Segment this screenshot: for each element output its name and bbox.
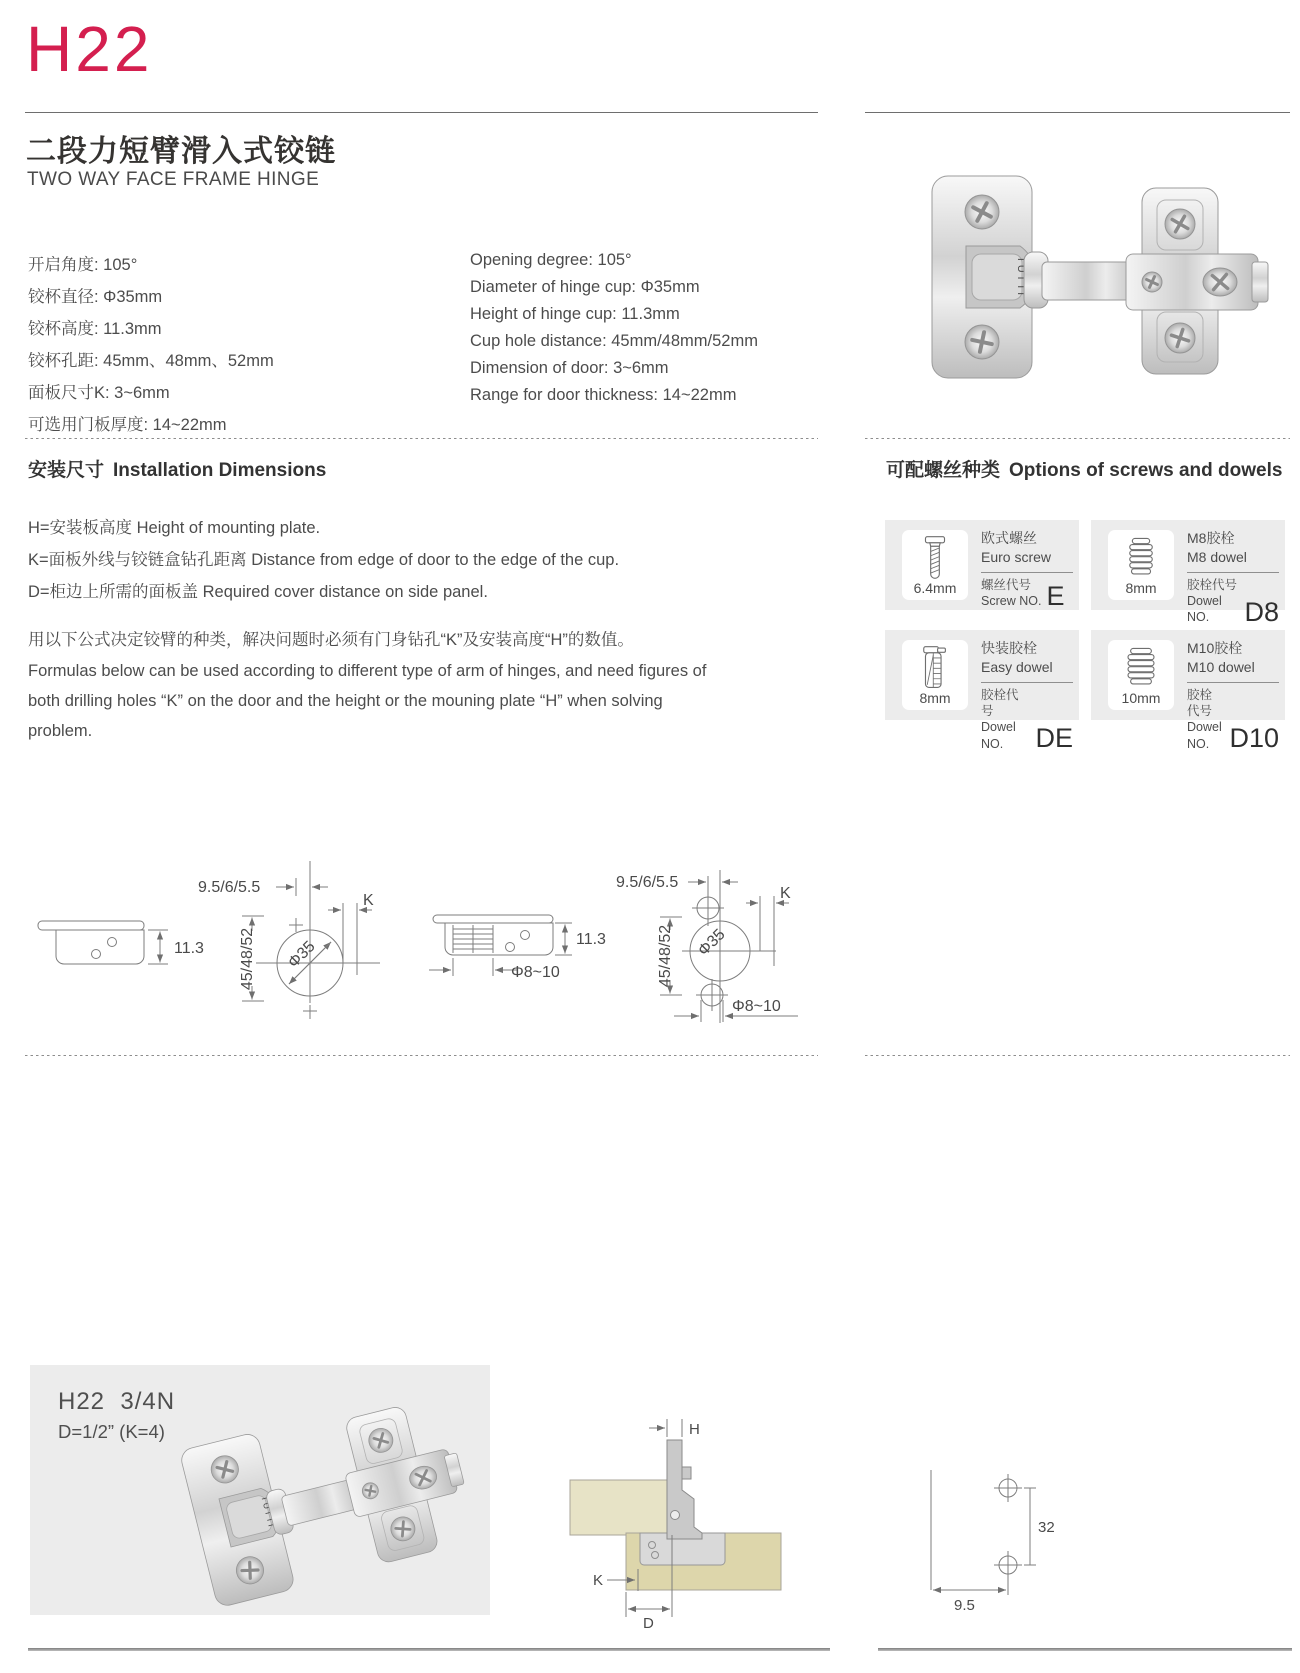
k-dimension-label: K <box>363 892 374 909</box>
d-dimension-label: D <box>643 1615 654 1631</box>
h-dimension-label: H <box>689 1421 700 1438</box>
edge-offsets-label: 9.5/6/5.5 <box>198 879 261 896</box>
screw-option-icon-area <box>902 530 968 600</box>
definition-row: D=柜边上所需的面板盖 Required cover distance on side panel. <box>28 583 488 601</box>
cup-height-label: 11.3 <box>174 940 204 957</box>
option-divider <box>1187 572 1279 573</box>
m10-dowel-icon <box>1124 645 1158 690</box>
screw-option-euro-screw <box>885 520 1079 610</box>
screw-option-m10-dowel <box>1091 630 1285 754</box>
formula-note-cn: 用以下公式决定铰臂的种类，解决问题时必须有门身钻孔“K”及安装高度“H”的数值。 <box>28 631 634 649</box>
m8-dowel-icon <box>1124 535 1158 580</box>
screw-code: D8 <box>1244 596 1279 627</box>
screw-option-icon-area <box>902 640 968 710</box>
euro-screw-icon <box>918 535 952 580</box>
section-divider-right <box>865 1055 1290 1056</box>
vertical-pitch-label: 32 <box>1038 1519 1055 1536</box>
code-label-cn: 胶栓代号 <box>1187 577 1238 592</box>
screw-name-en: Easy dowel <box>981 658 1053 675</box>
header-divider-left <box>25 112 818 113</box>
screw-options-heading-en: Options of screws and dowels <box>1009 460 1283 481</box>
dowel-side-view-drawing <box>425 903 630 993</box>
dowel-diameter-label: Φ8~10 <box>511 964 560 981</box>
screw-size-label: 8mm <box>1125 580 1157 596</box>
screw-code: E <box>1046 580 1065 611</box>
spec-row: Range for door thickness: 14~22mm <box>470 386 737 404</box>
edge-offsets-label: 9.5/6/5.5 <box>616 874 679 891</box>
footer-rule-left <box>28 1648 830 1651</box>
cup-top-view-drawing <box>192 853 432 1033</box>
installation-heading-en: Installation Dimensions <box>113 460 327 481</box>
hinge-product-photo <box>920 150 1280 405</box>
spec-list-en <box>470 251 758 405</box>
screw-name-cn: 快装胶栓 <box>981 640 1037 656</box>
spec-list-cn <box>28 251 274 435</box>
screw-option-icon-area <box>1108 530 1174 600</box>
installation-heading-cn: 安装尺寸 <box>28 460 105 481</box>
spec-row: 铰杯直径: Φ35mm <box>28 288 163 306</box>
screw-size-label: 8mm <box>919 690 951 706</box>
option-divider <box>981 572 1073 573</box>
code-label-en: Dowel NO. <box>981 720 1016 751</box>
option-divider <box>981 682 1073 683</box>
spec-row: 开启角度: 105° <box>28 256 138 274</box>
option-divider <box>1187 682 1279 683</box>
spec-row: 可选用门板厚度: 14~22mm <box>28 416 227 434</box>
spec-row: Cup hole distance: 45mm/48mm/52mm <box>470 332 758 350</box>
screw-options-heading <box>886 455 1282 482</box>
code-label-cn: 螺丝代号 <box>981 577 1032 592</box>
cup-diameter-label: Φ35 <box>695 926 729 960</box>
screw-name-cn: 欧式螺丝 <box>981 530 1037 546</box>
footer-rule-right <box>878 1648 1292 1651</box>
screw-option-icon-area <box>1108 640 1174 710</box>
screw-option-m8-dowel <box>1091 520 1285 627</box>
screw-code: DE <box>1035 723 1073 754</box>
screw-size-label: 10mm <box>1121 690 1161 706</box>
screw-size-label: 6.4mm <box>913 580 957 596</box>
variant-product-photo <box>172 1392 487 1612</box>
variant-detail: D=1/2” (K=4) <box>58 1421 165 1442</box>
screw-name-en: Euro screw <box>981 548 1052 565</box>
screw-name-cn: M10胶栓 <box>1187 640 1243 656</box>
section-divider-left <box>25 438 818 439</box>
spec-row: 铰杯孔距: 45mm、48mm、52mm <box>28 352 274 370</box>
product-title-cn: 二段力短臂滑入式铰链 <box>26 135 336 168</box>
spec-row: Dimension of door: 3~6mm <box>470 359 669 377</box>
spec-row: Opening degree: 105° <box>470 251 632 269</box>
hole-pitch-label: 45/48/52 <box>239 927 256 991</box>
dowel-top-view-drawing <box>608 848 813 1033</box>
cup-diameter-label: Φ35 <box>285 938 319 972</box>
drilling-pattern-diagram <box>898 1458 1093 1628</box>
k-dimension-label: K <box>593 1572 604 1589</box>
formula-note-en: Formulas below can be used according to different type of arm of hinges, and need figures of both drilling holes “K” on the door and the height or the mouning plate “H” when solving problem. <box>28 662 707 740</box>
section-divider-right <box>865 438 1290 439</box>
definition-row: H=安装板高度 Height of mounting plate. <box>28 519 321 537</box>
variant-name: H22 3/4N <box>58 1388 176 1415</box>
dimension-definitions <box>28 514 619 602</box>
screw-name-cn: M8胶栓 <box>1187 530 1235 546</box>
product-title-en: TWO WAY FACE FRAME HINGE <box>27 169 320 190</box>
screw-name-en: M10 dowel <box>1187 658 1255 675</box>
code-label-cn: 胶栓代号 <box>981 687 1019 719</box>
screw-option-easy-dowel <box>885 630 1079 754</box>
code-label-en: Screw NO. <box>981 594 1042 609</box>
spec-row: 面板尺寸K: 3~6mm <box>28 384 170 402</box>
spec-row: 铰杯高度: 11.3mm <box>28 320 162 338</box>
k-dimension-label: K <box>780 885 791 902</box>
installation-heading <box>28 455 326 482</box>
screw-name-en: M8 dowel <box>1187 548 1247 565</box>
edge-distance-label: 9.5 <box>954 1597 975 1614</box>
screw-code: D10 <box>1229 723 1279 754</box>
spec-row: Diameter of hinge cup: Φ35mm <box>470 278 700 296</box>
definition-row: K=面板外线与铰链盒钻孔距离 Distance from edge of door to the edge of the cup. <box>28 551 620 569</box>
dowel-diameter-label: Φ8~10 <box>732 998 781 1015</box>
code-label-cn: 胶栓代号 <box>1187 687 1213 719</box>
screw-options-heading-cn: 可配螺丝种类 <box>886 460 1001 481</box>
installation-cross-section-diagram <box>555 1383 955 1631</box>
spec-row: Height of hinge cup: 11.3mm <box>470 305 680 323</box>
cup-height-label: 11.3 <box>576 931 606 948</box>
header-divider-right <box>865 112 1290 113</box>
easy-dowel-icon <box>918 645 952 690</box>
code-label-en: Dowel NO. <box>1187 720 1222 751</box>
section-divider-left <box>25 1055 818 1056</box>
page-title: H22 <box>26 13 153 85</box>
hole-pitch-label: 45/48/52 <box>657 924 674 988</box>
code-label-en: Dowel NO. <box>1187 594 1222 625</box>
